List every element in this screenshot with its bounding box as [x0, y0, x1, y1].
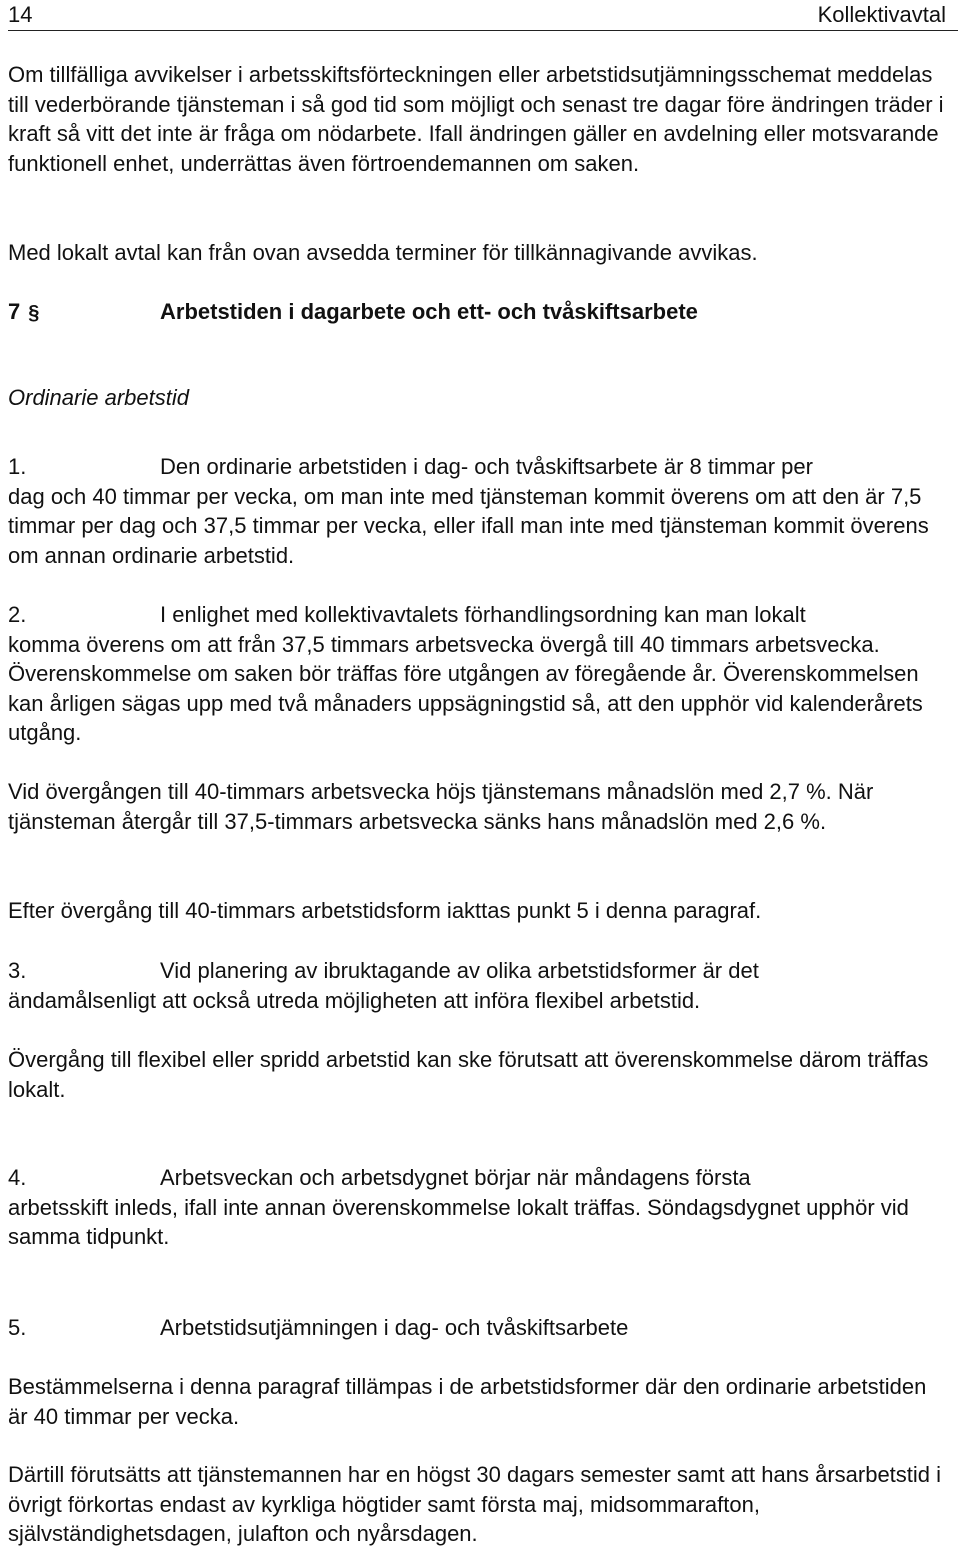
section-number-group: [8, 297, 160, 329]
item-1-number: 1.: [8, 454, 27, 479]
item-4-rest: arbetsskift inleds, ifall inte annan överenskommelse lokalt träffas. Söndagsdygnet upphör vid samma tidpunkt.: [8, 1194, 909, 1249]
item-4: [8, 1163, 952, 1252]
item-2-rest: komma överens om att från 37,5 timmars arbetsvecka övergå till 40 timmars arbetsvecka. Överenskommelse om saken bör träffas före utgången av föregående år. Överenskommelsen kan årligen sägas upp med två månaders uppsägningstid så, att den upphör vid kalenderårets utgång.: [8, 631, 923, 745]
item-2-first-text: I enlighet med kollektivavtalets förhandlingsordning kan man lokalt: [160, 602, 806, 627]
item-3-rest: ändamålsenligt att också utreda möjligheten att införa flexibel arbetstid.: [8, 987, 701, 1013]
item-3-number: 3.: [8, 958, 27, 983]
item-2: [8, 600, 952, 748]
item-3-first-line: [8, 956, 952, 986]
item-2-salary-paragraph: Vid övergången till 40-timmars arbetsvecka höjs tjänstemans månadslön med 2,7 %. När tjänsteman återgår till 37,5-timmars arbetsvecka sänks hans månadslön med 2,6 %.: [8, 779, 874, 834]
item-1-first-text: Den ordinarie arbetstiden i dag- och tvåskiftsarbete är 8 timmar per: [160, 454, 813, 479]
section-title: Arbetstiden i dagarbete och ett- och tvåskiftsarbete: [160, 299, 698, 324]
item-1-first-line: [8, 452, 952, 482]
item-4-first-text: Arbetsveckan och arbetsdygnet börjar när måndagens första: [160, 1165, 751, 1190]
subheading: Ordinarie arbetstid: [8, 385, 189, 410]
item-3-first-text: Vid planering av ibruktagande av olika arbetstidsformer är det: [160, 958, 759, 983]
item-1-rest: dag och 40 timmar per vecka, om man inte med tjänsteman kommit överens om att den är 7,5 timmar per dag och 37,5 timmar per vecka, eller ifall man inte med tjänsteman kommit överens om annan ordinarie arbetstid.: [8, 483, 929, 568]
page-header: [8, 0, 958, 30]
page-number: 14: [8, 2, 33, 27]
item-2-number: 2.: [8, 602, 27, 627]
item-3-flexible-paragraph: Övergång till flexibel eller spridd arbetstid kan ske förutsatt att överenskommelse därom träffas lokalt.: [8, 1047, 929, 1102]
section-sign: §: [28, 302, 40, 324]
item-3: [8, 956, 952, 1015]
item-5-conditions-paragraph: Därtill förutsätts att tjänstemannen har en högst 30 dagars semester samt att hans årsarbetstid i övrigt förkortas endast av kyrkliga högtider samt första maj, midsommarafton, självständighetsdagen, julafton och nyårsdagen.: [8, 1462, 942, 1546]
item-4-first-line: [8, 1163, 952, 1193]
item-1: [8, 452, 952, 570]
item-5-heading: [8, 1313, 952, 1343]
section-number: 7: [8, 299, 21, 324]
item-4-number: 4.: [8, 1165, 27, 1190]
item-2-after-transition-paragraph: Efter övergång till 40-timmars arbetstidsform iakttas punkt 5 i denna paragraf.: [8, 898, 762, 923]
header-title: Kollektivavtal: [817, 2, 946, 27]
item-2-first-line: [8, 600, 952, 630]
item-5-scope-paragraph: Bestämmelserna i denna paragraf tillämpas i de arbetstidsformer där den ordinarie arbetstiden är 40 timmar per vecka.: [8, 1374, 927, 1429]
header-divider: [8, 30, 958, 31]
intro-paragraph: Om tillfälliga avvikelser i arbetsskiftsförteckningen eller arbetstidsutjämningsschemat meddelas till vederbörande tjänsteman i så god tid som möjligt och senast tre dagar före ändringen träder i kraft så vitt det inte är fråga om nödarbete. Ifall ändringen gäller en avdelning eller motsvarande funktionell enhet, underrättas även förtroendemannen om saken.: [8, 62, 944, 176]
local-agreement-paragraph: Med lokalt avtal kan från ovan avsedda terminer för tillkännagivande avvikas.: [8, 240, 758, 265]
item-5-title: Arbetstidsutjämningen i dag- och tvåskiftsarbete: [160, 1315, 629, 1340]
item-5-number: 5.: [8, 1315, 27, 1340]
section-heading: [8, 297, 952, 329]
